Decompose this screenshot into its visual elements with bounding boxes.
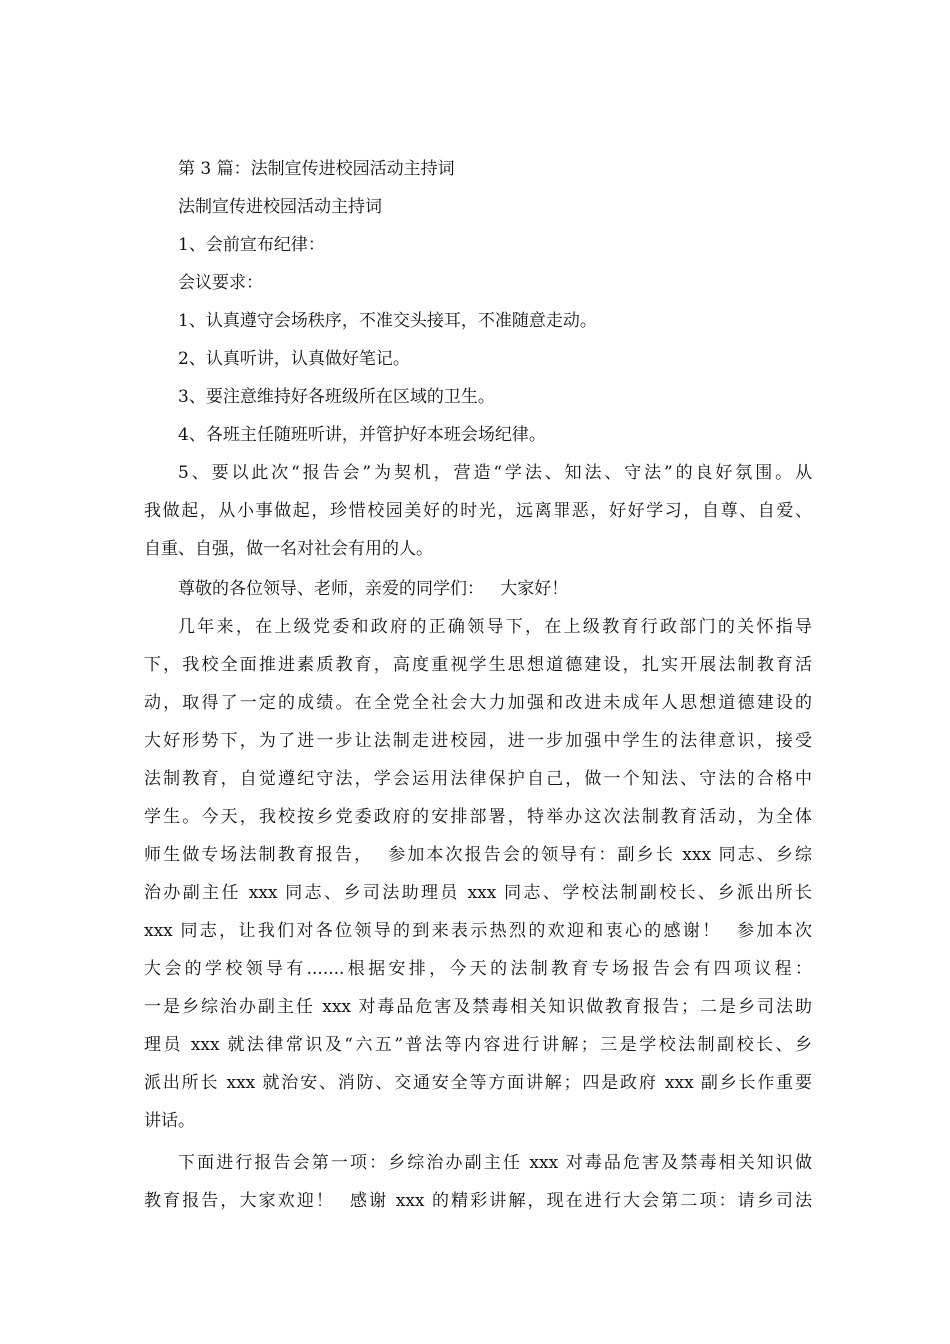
opening-line-2: 下，我校全面推进素质教育，高度重视学生思想道德建设，扎实开展法制教育活 — [144, 655, 812, 675]
opening-line-9: xxx 同志，让我们对各位领导的到来表示热烈的欢迎和衷心的感谢！ 参加本次 — [144, 921, 812, 941]
rule-4: 4、各班主任随班听讲，并管护好本班会场纪律。 — [178, 425, 546, 445]
opening-line-6: 学生。今天，我校按乡党委政府的安排部署，特举办这次法制教育活动，为全体 — [144, 807, 812, 827]
rule-5-line-2: 我做起，从小事做起，珍惜校园美好的时光，远离罪恶，好好学习，自尊、自爱、 — [144, 501, 812, 521]
opening-line-14: 讲话。 — [144, 1111, 195, 1131]
opening-line-1: 几年来，在上级党委和政府的正确领导下，在上级教育行政部门的关怀指导 — [178, 617, 812, 637]
rule-3: 3、要注意维持好各班级所在区域的卫生。 — [178, 387, 495, 407]
rule-5-line-1: 5、要以此次“报告会”为契机，营造“学法、知法、守法”的良好氛围。从 — [178, 463, 812, 483]
closing-line-2: 教育报告，大家欢迎！ 感谢 xxx 的精彩讲解，现在进行大会第二项：请乡司法 — [144, 1191, 812, 1211]
document-subtitle: 法制宣传进校园活动主持词 — [178, 197, 382, 217]
document-heading: 第 3 篇：法制宣传进校园活动主持词 — [178, 159, 455, 179]
rule-1: 1、认真遵守会场秩序，不准交头接耳，不准随意走动。 — [178, 311, 597, 331]
opening-line-4: 大好形势下，为了进一步让法制走进校园，进一步加强中学生的法律意识，接受 — [144, 731, 812, 751]
rule-2: 2、认真听讲，认真做好笔记。 — [178, 349, 410, 369]
opening-line-11: 一是乡综治办副主任 xxx 对毒品危害及禁毒相关知识做教育报告；二是乡司法助 — [144, 997, 812, 1017]
rule-5-line-3: 自重、自强，做一名对社会有用的人。 — [144, 539, 433, 559]
opening-line-12: 理员 xxx 就法律常识及“六五”普法等内容进行讲解；三是学校法制副校长、乡 — [144, 1035, 812, 1055]
opening-line-8: 治办副主任 xxx 同志、乡司法助理员 xxx 同志、学校法制副校长、乡派出所长 — [144, 883, 812, 903]
opening-line-10: 大会的学校领导有.......根据安排，今天的法制教育专场报告会有四项议程： — [144, 959, 812, 979]
requirements-label: 会议要求： — [178, 273, 263, 293]
opening-line-13: 派出所长 xxx 就治安、消防、交通安全等方面讲解；四是政府 xxx 副乡长作重要 — [144, 1073, 812, 1093]
section-heading-discipline: 1、会前宣布纪律： — [178, 235, 325, 255]
closing-line-1: 下面进行报告会第一项：乡综治办副主任 xxx 对毒品危害及禁毒相关知识做 — [178, 1153, 812, 1173]
opening-line-7: 师生做专场法制教育报告， 参加本次报告会的领导有：副乡长 xxx 同志、乡综 — [144, 845, 812, 865]
opening-line-5: 法制教育，自觉遵纪守法，学会运用法律保护自己，做一个知法、守法的合格中 — [144, 769, 812, 789]
greeting-paragraph: 尊敬的各位领导、老师，亲爱的同学们： 大家好！ — [178, 579, 569, 599]
opening-line-3: 动，取得了一定的成绩。在全党全社会大力加强和改进未成年人思想道德建设的 — [144, 693, 812, 713]
